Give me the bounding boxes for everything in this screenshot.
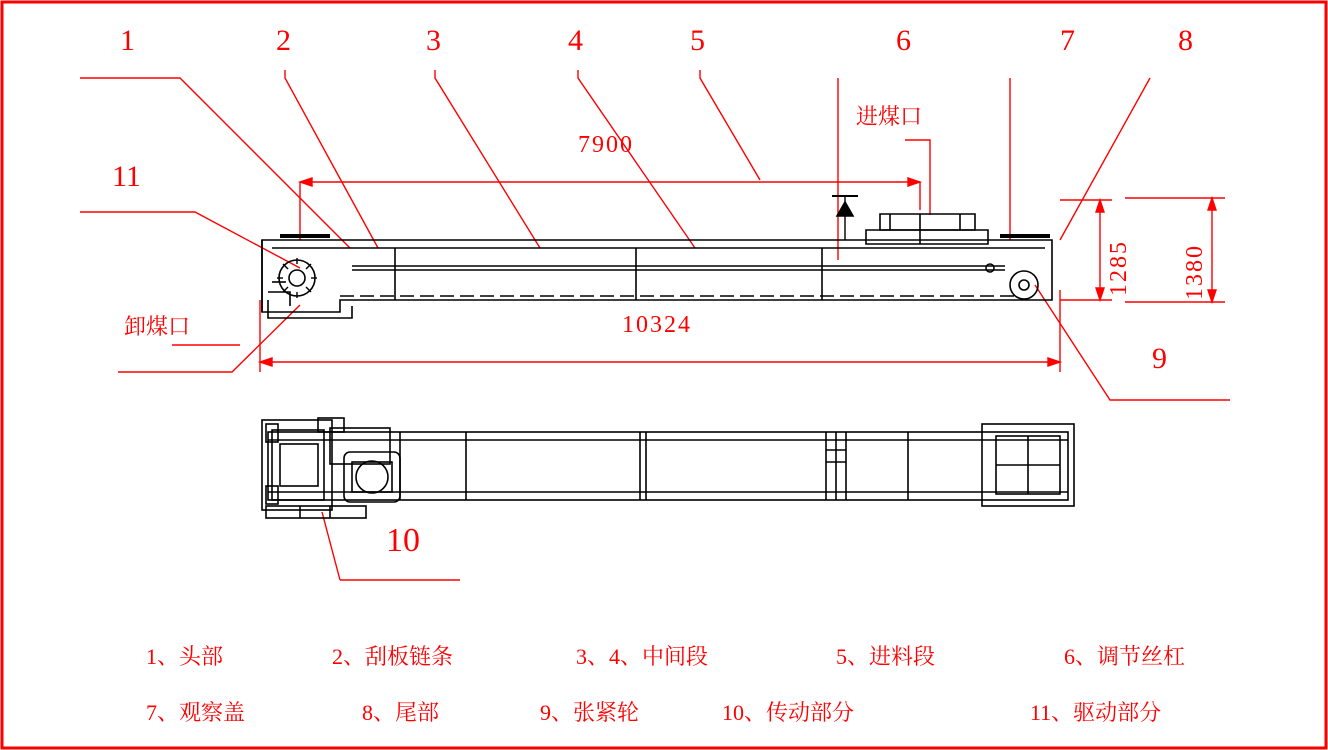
dimension-length-top: 7900 bbox=[578, 132, 634, 158]
legend-item-8: 8、尾部 bbox=[362, 700, 440, 725]
annotation-inlet: 进煤口 bbox=[856, 104, 923, 129]
side-view bbox=[262, 196, 1052, 318]
dimension-length-bottom: 10324 bbox=[622, 312, 692, 338]
dimension-height-inner: 1285 bbox=[1106, 240, 1132, 296]
legend-item-7: 7、观察盖 bbox=[146, 700, 246, 725]
plan-view bbox=[262, 418, 1074, 518]
legend-item-5: 5、进料段 bbox=[836, 644, 936, 669]
dimension-height-outer: 1380 bbox=[1182, 244, 1208, 300]
callout-10: 10 bbox=[386, 522, 420, 559]
annotation-outlet: 卸煤口 bbox=[124, 314, 191, 339]
callout-6: 6 bbox=[896, 24, 911, 57]
legend-item-9: 9、张紧轮 bbox=[540, 700, 640, 725]
callout-2: 2 bbox=[276, 24, 291, 57]
callout-5: 5 bbox=[690, 24, 705, 57]
dimension-lines bbox=[260, 178, 1225, 372]
callout-9: 9 bbox=[1152, 342, 1167, 375]
callout-11: 11 bbox=[112, 160, 141, 193]
callout-4: 4 bbox=[568, 24, 583, 57]
callout-3: 3 bbox=[426, 24, 441, 57]
legend-item-3-4: 3、4、中间段 bbox=[576, 644, 709, 669]
legend-item-10: 10、传动部分 bbox=[722, 700, 855, 725]
drawing-border bbox=[2, 2, 1326, 748]
callout-8: 8 bbox=[1178, 24, 1193, 57]
legend-item-1: 1、头部 bbox=[146, 644, 224, 669]
callout-1: 1 bbox=[120, 24, 135, 57]
legend-item-6: 6、调节丝杠 bbox=[1064, 644, 1186, 669]
legend-item-11: 11、驱动部分 bbox=[1030, 700, 1162, 725]
callout-7: 7 bbox=[1060, 24, 1075, 57]
legend-item-2: 2、刮板链条 bbox=[332, 644, 454, 669]
